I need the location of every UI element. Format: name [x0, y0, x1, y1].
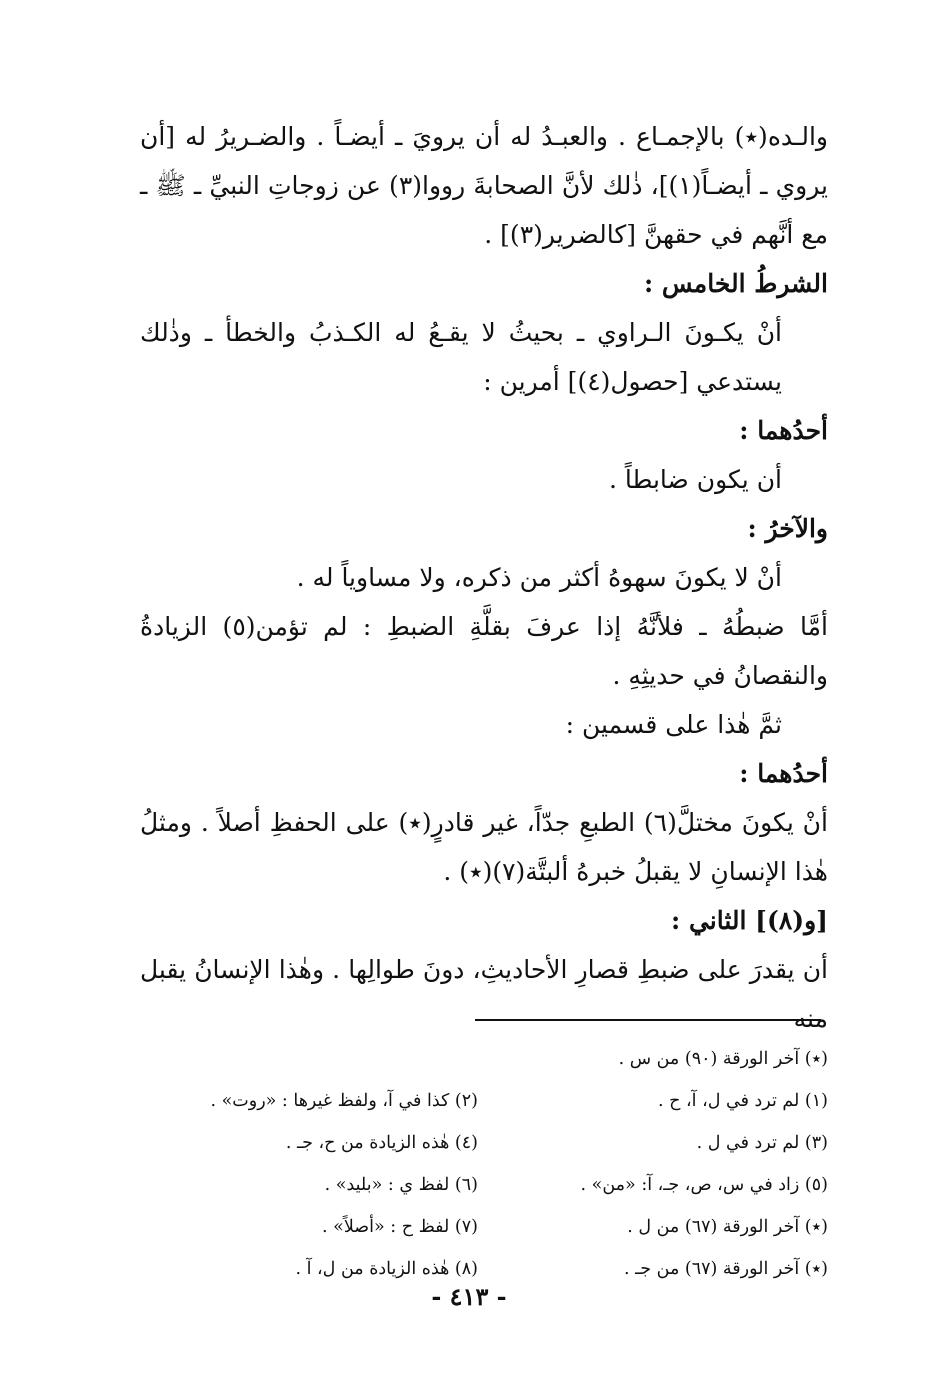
footnote-row — [150, 1164, 828, 1206]
heading-second: [و(٨)] الثاني : — [671, 906, 828, 935]
paragraph-8: أن يقدرَ على ضبطِ قصارِ الأحاديثِ، دونَ طوالِها . وهٰذا الإنسانُ يقبل منه — [140, 955, 828, 1033]
main-text — [140, 112, 828, 1043]
footnotes — [150, 1038, 828, 1290]
paragraph-5: أمَّا ضبطُهُ ـ فلأنَّهُ إذا عرفَ بقلَّةِ الضبطِ : لم تؤمن(٥) الزيادةُ والنقصانُ في حديثِهِ . — [140, 612, 828, 690]
footnote: (٨) هٰذه الزيادة من ل، آ . — [295, 1259, 478, 1279]
footnote: (٧) لفظ ح : «أصلاً» . — [321, 1217, 478, 1237]
footnote-row — [150, 1080, 828, 1122]
paragraph-4: أنْ لا يكونَ سهوهُ أكثر من ذكره، ولا مساوياً له . — [296, 563, 782, 592]
paragraph-2: أنْ يكـونَ الـراوي ـ بحيثُ لا يقـعُ له الكـذبُ والخطأ ـ وذٰلك يستدعي [حصول(٤)] أمرين : — [140, 318, 782, 396]
paragraph-1: والـده(٭) بالإجمـاع . والعبـدُ له أن يرويَ ـ أيضـاً . والضـريرُ له [أن يروي ـ أيضـاً(١)]، ذٰلك لأنَّ الصحابةَ رووا(٣) عن زوجاتِ النبيِّ ـ ﷺ ـ مع أنَّهم في حقهنَّ [كالضرير(٣)] . — [140, 122, 828, 249]
paragraph-3: أن يكون ضابطاً . — [608, 465, 782, 494]
footnote: (١) لم ترد في ل، آ، ح . — [658, 1091, 828, 1111]
page-number: - ٤١٣ - — [431, 1282, 507, 1311]
footnote: (٭) آخر الورقة (٦٧) من ل . — [627, 1217, 828, 1237]
paragraph-7: أنْ يكونَ مختلَّ(٦) الطبعِ جدّاً، غير قادرٍ(٭) على الحفظِ أصلاً . ومثلُ هٰذا الإنسانِ لا يقبلُ خبرهُ ألبتَّة(٧)(٭) . — [140, 808, 828, 886]
footnote: (٤) هٰذه الزيادة من ح، جـ . — [285, 1133, 478, 1153]
heading-first-2: أحدُهما : — [739, 759, 828, 788]
footnote: (٥) زاد في س، ص، جـ، آ: «من» . — [580, 1175, 828, 1195]
heading-other: والآخرُ : — [747, 514, 828, 543]
footnote-row — [150, 1038, 828, 1080]
footnote: (٣) لم ترد في ل . — [696, 1133, 828, 1153]
footnote-row — [150, 1122, 828, 1164]
paragraph-6: ثمَّ هٰذا على قسمين : — [565, 710, 782, 739]
heading-fifth-condition: الشرطُ الخامس : — [644, 269, 828, 298]
heading-first: أحدُهما : — [739, 416, 828, 445]
footnote-divider — [475, 1019, 821, 1021]
footnote: (٭) آخر الورقة (٩٠) من س . — [618, 1049, 828, 1069]
footnote: (٭) آخر الورقة (٦٧) من جـ . — [623, 1259, 828, 1279]
footnote: (٢) كذا في آ، ولفظ غيرها : «روت» . — [210, 1091, 478, 1111]
footnote: (٦) لفظ ي : «بليد» . — [324, 1175, 478, 1195]
footnote-row — [150, 1206, 828, 1248]
